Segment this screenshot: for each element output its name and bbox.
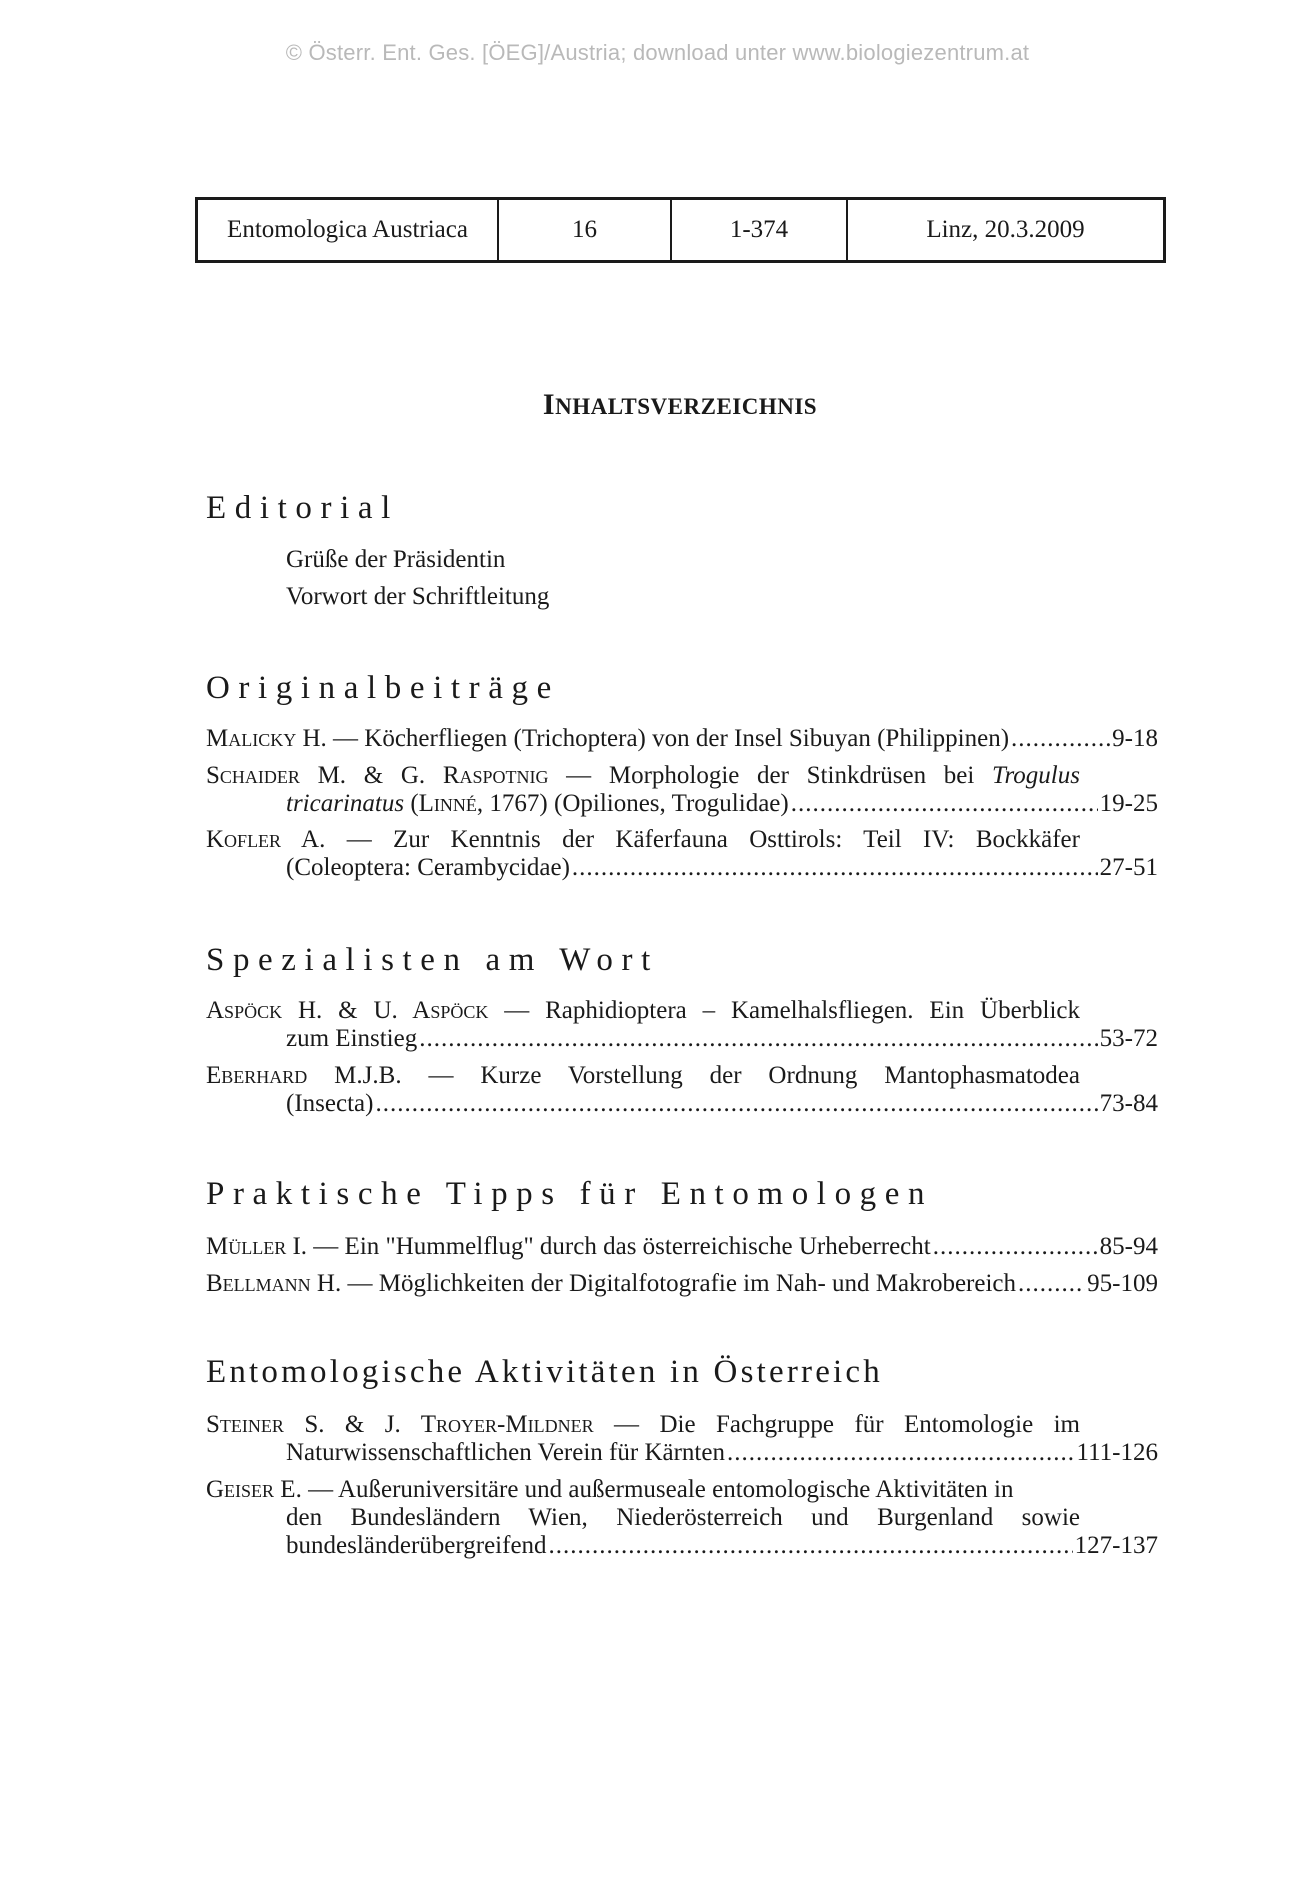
editorial-item: Grüße der Präsidentin [286, 546, 506, 573]
entry-pages: 85-94 [1099, 1233, 1158, 1260]
entry-authors: Bellmann H. [206, 1270, 342, 1297]
toc-entry-line [206, 1025, 1158, 1053]
toc-entry [206, 1062, 1158, 1118]
entry-title: bundesländerübergreifend [286, 1532, 547, 1559]
entry-pages: 95-109 [1087, 1270, 1158, 1297]
entry-authors: Steiner S. & J. [206, 1411, 421, 1438]
toc-entry-line [206, 790, 1158, 818]
section-heading-editorial: Editorial [206, 490, 399, 526]
entry-title: — Kurze Vorstellung der Ordnung Mantophasmatodea [401, 1062, 1080, 1089]
dot-leader [419, 1025, 1097, 1053]
page-title-rest: NHALTSVERZEICHNIS [555, 394, 818, 419]
entry-title: den Bundesländern Wien, Niederösterreich und Burgenland sowie [286, 1504, 1080, 1531]
toc-entry-line [206, 725, 1158, 753]
entry-title: (Insecta) [286, 1090, 374, 1117]
section-heading-activities: Entomologische Aktivitäten in Österreich [206, 1354, 883, 1390]
entry-title: Köcherfliegen (Trichoptera) von der Insel Sibuyan (Philippinen) [364, 725, 1010, 752]
section-heading-tips: Praktische Tipps für Entomologen [206, 1176, 934, 1212]
toc-entry-line [206, 854, 1158, 882]
page-title-initial: I [542, 388, 556, 421]
journal-name-cell: Entomologica Austriaca [198, 200, 499, 260]
entry-title: zum Einstieg [286, 1025, 418, 1052]
entry-authors: Troyer-Mildner [420, 1411, 594, 1438]
page-title [0, 388, 1315, 422]
entry-separator: — [326, 725, 365, 752]
dot-leader [933, 1233, 1098, 1261]
toc-entry-line [206, 1504, 1080, 1532]
dot-leader [1018, 1270, 1085, 1298]
entry-authors: Malicky H. [206, 725, 327, 752]
entry-authors: Geiser E. [206, 1476, 302, 1503]
toc-entry-line [206, 997, 1080, 1025]
toc-entry [206, 826, 1158, 882]
entry-pages: 111-126 [1076, 1439, 1158, 1466]
dot-leader [572, 854, 1098, 882]
toc-entry [206, 725, 1158, 753]
dot-leader [791, 790, 1098, 818]
entry-authors: Aspöck H. & U. [206, 997, 413, 1024]
entry-authors: Eberhard M.J.B. [206, 1062, 402, 1089]
entry-title-italic: tricarinatus [286, 790, 405, 817]
toc-entry-line [206, 1062, 1080, 1090]
entry-pages: 19-25 [1099, 790, 1158, 817]
toc-entry-line [206, 1233, 1158, 1261]
entry-pages: 27-51 [1099, 854, 1158, 881]
editorial-item: Vorwort der Schriftleitung [286, 583, 550, 610]
entry-pages: 73-84 [1099, 1090, 1158, 1117]
dot-leader [1011, 725, 1110, 753]
entry-title: — Zur Kenntnis der Käferfauna Osttirols: Teil IV: Bockkäfer [325, 826, 1080, 853]
journal-header-table [195, 197, 1166, 263]
section-heading-specialists: Spezialisten am Wort [206, 942, 659, 978]
toc-entry [206, 1270, 1158, 1298]
entry-authors: Schaider M. & G. [206, 762, 443, 789]
toc-entry [206, 762, 1158, 818]
copyright-watermark: © Österr. Ent. Ges. [ÖEG]/Austria; download unter www.biologiezentrum.at [285, 40, 1030, 65]
entry-pages: 127-137 [1074, 1532, 1158, 1559]
toc-entry-line [206, 1090, 1158, 1118]
volume-cell: 16 [499, 200, 672, 260]
entry-title: — Möglichkeiten der Digitalfotografie im Nah- und Makrobereich [341, 1270, 1017, 1297]
entry-authors: Kofler A. [206, 826, 326, 853]
entry-title: — Ein "Hummelflug" durch das österreichische Urheberrecht [307, 1233, 931, 1260]
page-range-cell: 1-374 [672, 200, 848, 260]
toc-entry-line [206, 1476, 1158, 1504]
toc-entry [206, 1411, 1158, 1467]
entry-authors: Aspöck [412, 997, 489, 1024]
toc-entry-line [206, 762, 1080, 790]
entry-title: — Raphidioptera – Kamelhalsfliegen. Ein Überblick [488, 997, 1080, 1024]
entry-title: — Die Fachgruppe für Entomologie im [593, 1411, 1081, 1438]
dot-leader [549, 1532, 1073, 1560]
section-heading-original: Originalbeiträge [206, 670, 560, 706]
entry-title-italic: Trogulus [991, 762, 1080, 789]
dot-leader [727, 1439, 1075, 1467]
entry-authors: Müller I. [206, 1233, 308, 1260]
entry-taxon-author: Linné [418, 790, 477, 817]
toc-entry-line [206, 1270, 1158, 1298]
dot-leader [375, 1090, 1097, 1118]
toc-entry [206, 1476, 1158, 1560]
toc-entry-line [206, 1439, 1158, 1467]
entry-pages: 9-18 [1112, 725, 1158, 752]
entry-title: — Morphologie der Stinkdrüsen bei [548, 762, 992, 789]
entry-authors: Raspotnig [442, 762, 549, 789]
entry-title: — Außeruniversitäre und außermuseale entomologische Aktivitäten in [301, 1476, 1014, 1503]
toc-entry-line [206, 1532, 1158, 1560]
entry-pages: 53-72 [1099, 1025, 1158, 1052]
entry-title: , 1767) (Opiliones, Trogulidae) [476, 790, 789, 817]
toc-entry-line [206, 826, 1080, 854]
toc-entry [206, 1233, 1158, 1261]
entry-title: ( [404, 790, 419, 817]
entry-title: (Coleoptera: Cerambycidae) [286, 854, 570, 881]
toc-entry [206, 997, 1158, 1053]
place-date-cell: Linz, 20.3.2009 [926, 216, 1085, 243]
entry-title: Naturwissenschaftlichen Verein für Kärnten [286, 1439, 725, 1466]
toc-entry-line [206, 1411, 1080, 1439]
